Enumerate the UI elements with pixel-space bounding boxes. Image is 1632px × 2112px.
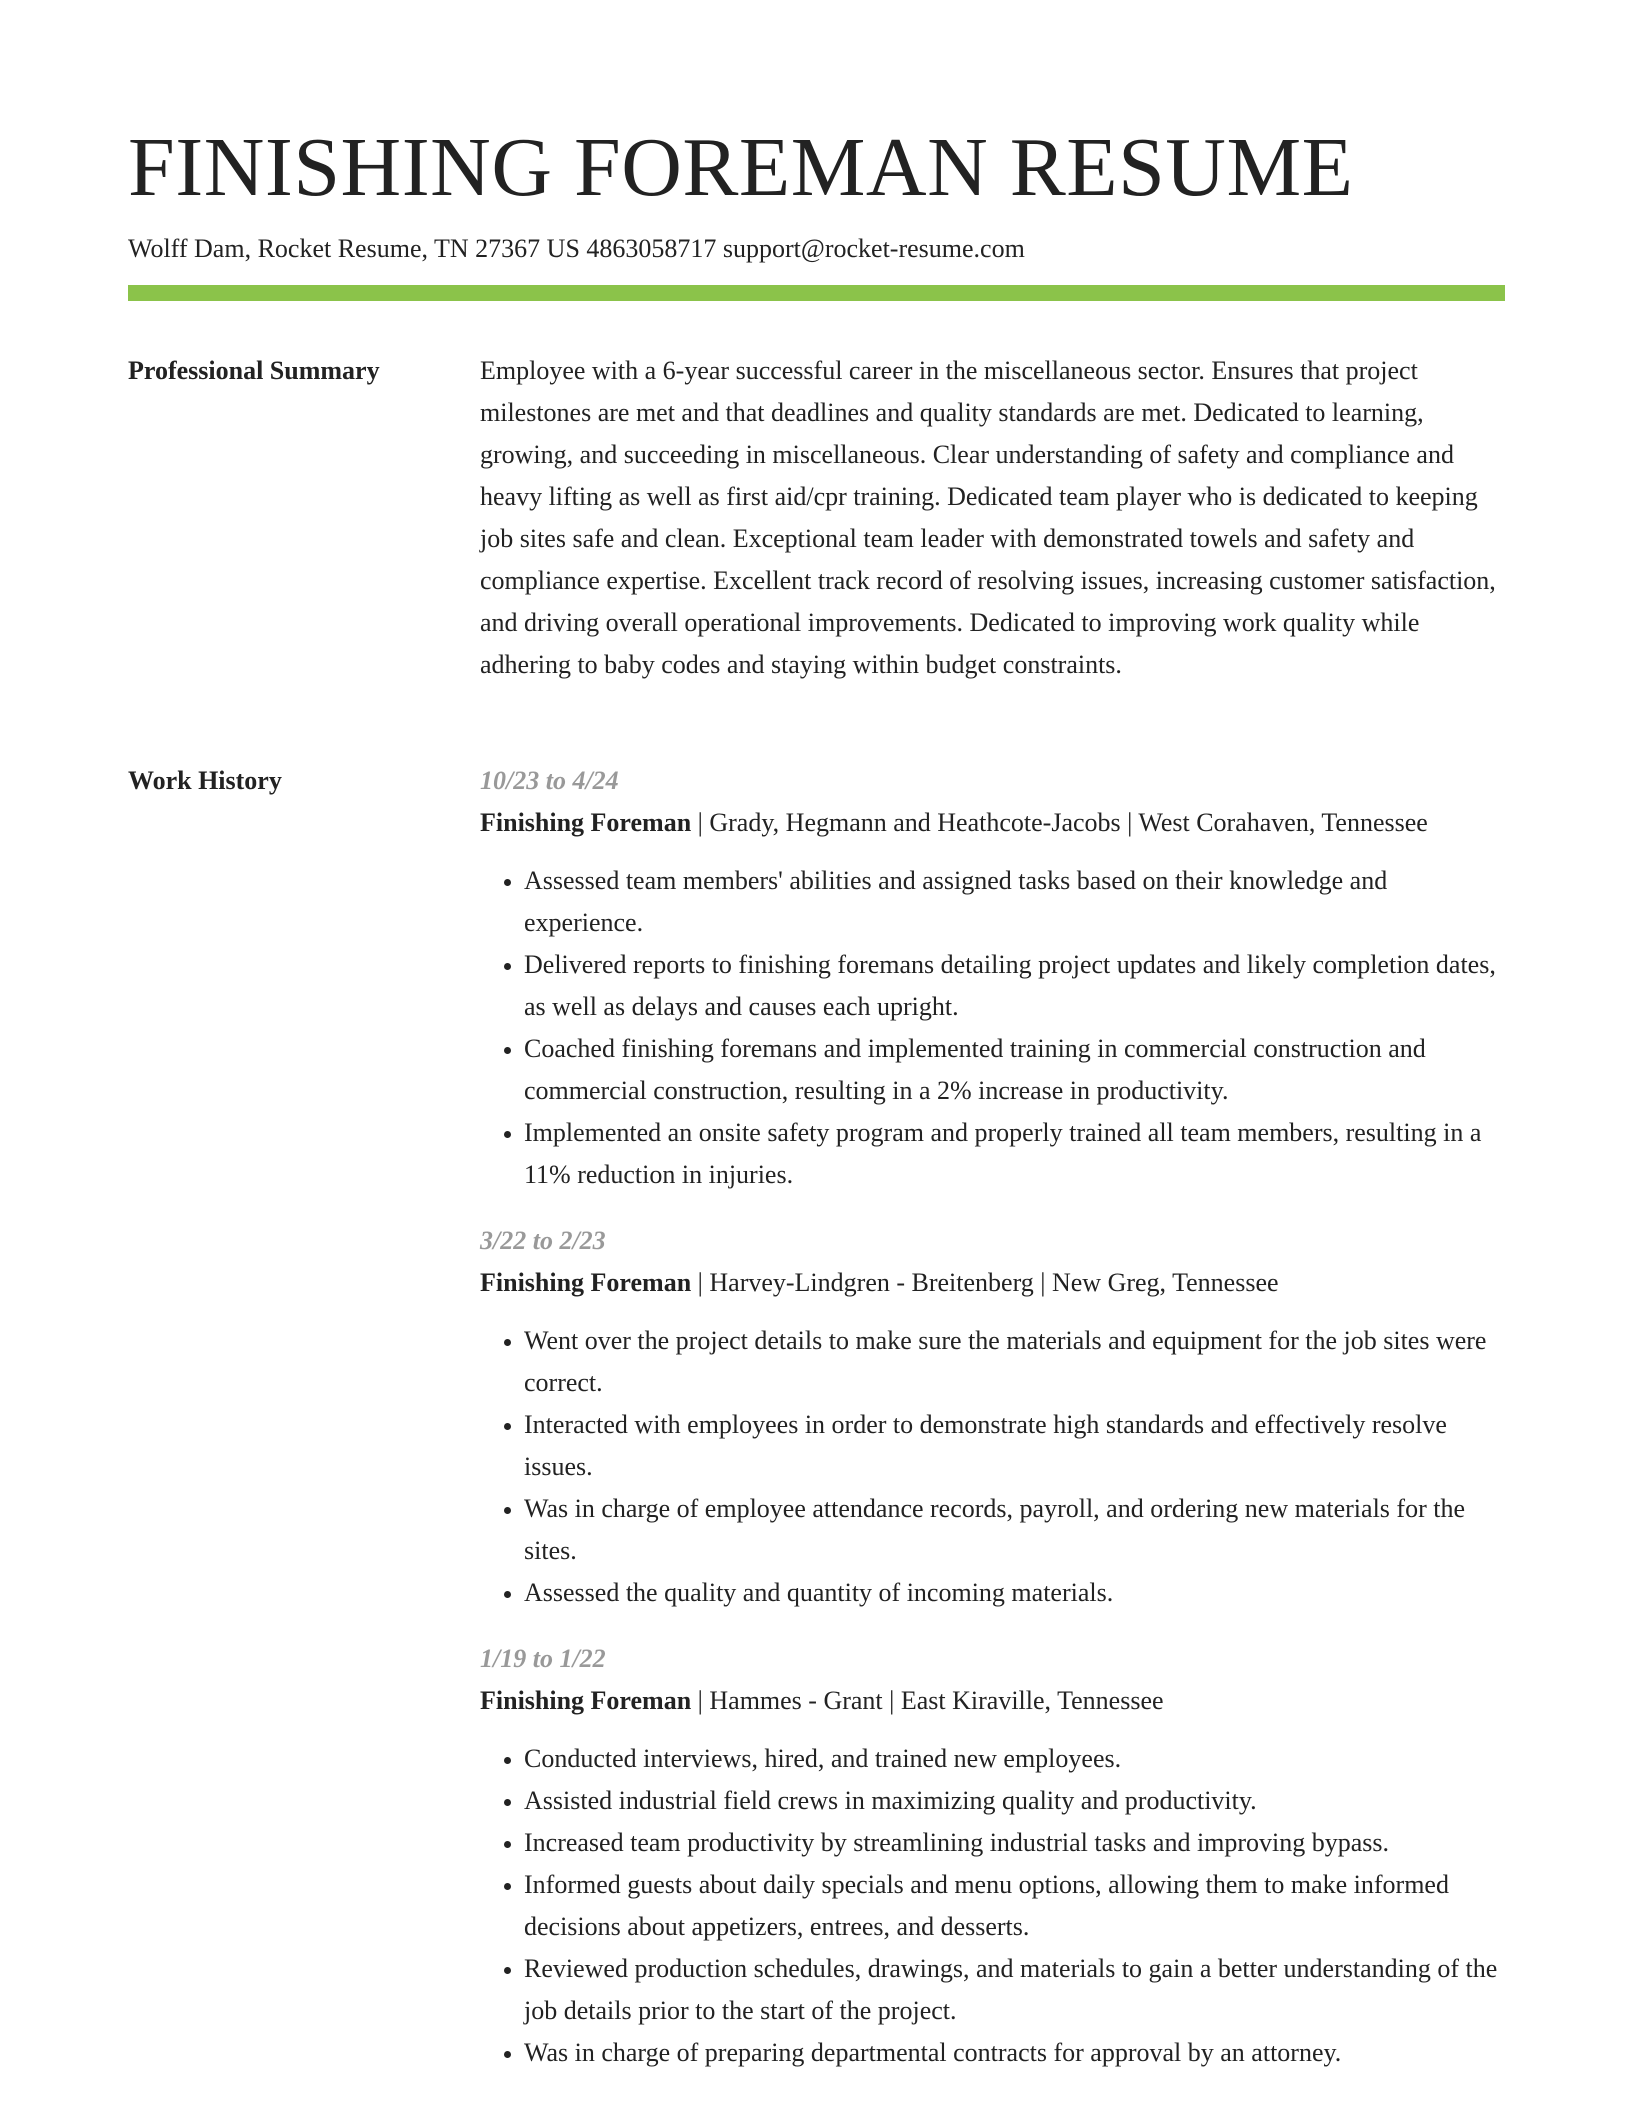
job-bullet: • Increased team productivity by streamlining industrial tasks and improving bypass. — [524, 1822, 1505, 1864]
work-history-list — [480, 760, 1505, 2098]
contact-line: Wolff Dam, Rocket Resume, TN 27367 US 4863058717 support@rocket-resume.com — [128, 234, 1025, 263]
job-bullet: • Interacted with employees in order to demonstrate high standards and effectively resolve issues. — [524, 1404, 1505, 1488]
job-bullet: • Delivered reports to finishing foremans detailing project updates and likely completion dates, as well as delays and causes each upright. — [524, 944, 1505, 1028]
job-details: | Grady, Hegmann and Heathcote-Jacobs | West Corahaven, Tennessee — [691, 808, 1428, 837]
resume-title: FINISHING FOREMAN RESUME — [128, 121, 1354, 214]
job-heading — [480, 1680, 1505, 1722]
job-bullets — [480, 1738, 1505, 2074]
job-bullet: • Was in charge of preparing departmental contracts for approval by an attorney. — [524, 2032, 1505, 2074]
section-label-summary: Professional Summary — [128, 356, 380, 385]
accent-divider — [128, 285, 1505, 301]
job-bullet: • Coached finishing foremans and implemented training in commercial construction and commercial construction, resulting in a 2% increase in productivity. — [524, 1028, 1505, 1112]
job-role: Finishing Foreman — [480, 1268, 692, 1297]
job-heading — [480, 1262, 1505, 1304]
job-bullet: • Assessed team members' abilities and assigned tasks based on their knowledge and experience. — [524, 860, 1505, 944]
job-entry — [480, 1220, 1505, 1614]
job-role: Finishing Foreman — [480, 1686, 692, 1715]
job-entry — [480, 760, 1505, 1196]
job-bullet: • Assessed the quality and quantity of incoming materials. — [524, 1572, 1505, 1614]
job-heading — [480, 802, 1505, 844]
job-bullets — [480, 860, 1505, 1196]
job-entry — [480, 1638, 1505, 2074]
job-details: | Hammes - Grant | East Kiraville, Tennessee — [691, 1686, 1164, 1715]
job-bullets — [480, 1320, 1505, 1614]
job-bullet: • Conducted interviews, hired, and trained new employees. — [524, 1738, 1505, 1780]
job-dates: 1/19 to 1/22 — [480, 1644, 606, 1673]
job-bullet: • Went over the project details to make sure the materials and equipment for the job sites were correct. — [524, 1320, 1505, 1404]
summary-text: Employee with a 6-year successful career in the miscellaneous sector. Ensures that project milestones are met and that deadlines and quality standards are met. Dedicated to learning, growing, and succeeding in miscellaneous. Clear understanding of safety and compliance and heavy lifting as well as first aid/cpr training. Dedicated team player who is dedicated to keeping job sites safe and clean. Exceptional team leader with demonstrated towels and safety and compliance expertise. Excellent track record of resolving issues, increasing customer satisfaction, and driving overall operational improvements. Dedicated to improving work quality while adhering to baby codes and staying within budget constraints. — [480, 356, 1496, 679]
job-dates: 10/23 to 4/24 — [480, 766, 619, 795]
job-details: | Harvey-Lindgren - Breitenberg | New Greg, Tennessee — [691, 1268, 1279, 1297]
section-label-work-history: Work History — [128, 766, 282, 795]
job-role: Finishing Foreman — [480, 808, 692, 837]
job-bullet: • Informed guests about daily specials and menu options, allowing them to make informed decisions about appetizers, entrees, and desserts. — [524, 1864, 1505, 1948]
job-bullet: • Reviewed production schedules, drawings, and materials to gain a better understanding of the job details prior to the start of the project. — [524, 1948, 1505, 2032]
job-bullet: • Was in charge of employee attendance records, payroll, and ordering new materials for the sites. — [524, 1488, 1505, 1572]
job-bullet: • Implemented an onsite safety program and properly trained all team members, resulting in a 11% reduction in injuries. — [524, 1112, 1505, 1196]
job-bullet: • Assisted industrial field crews in maximizing quality and productivity. — [524, 1780, 1505, 1822]
job-dates: 3/22 to 2/23 — [480, 1226, 606, 1255]
